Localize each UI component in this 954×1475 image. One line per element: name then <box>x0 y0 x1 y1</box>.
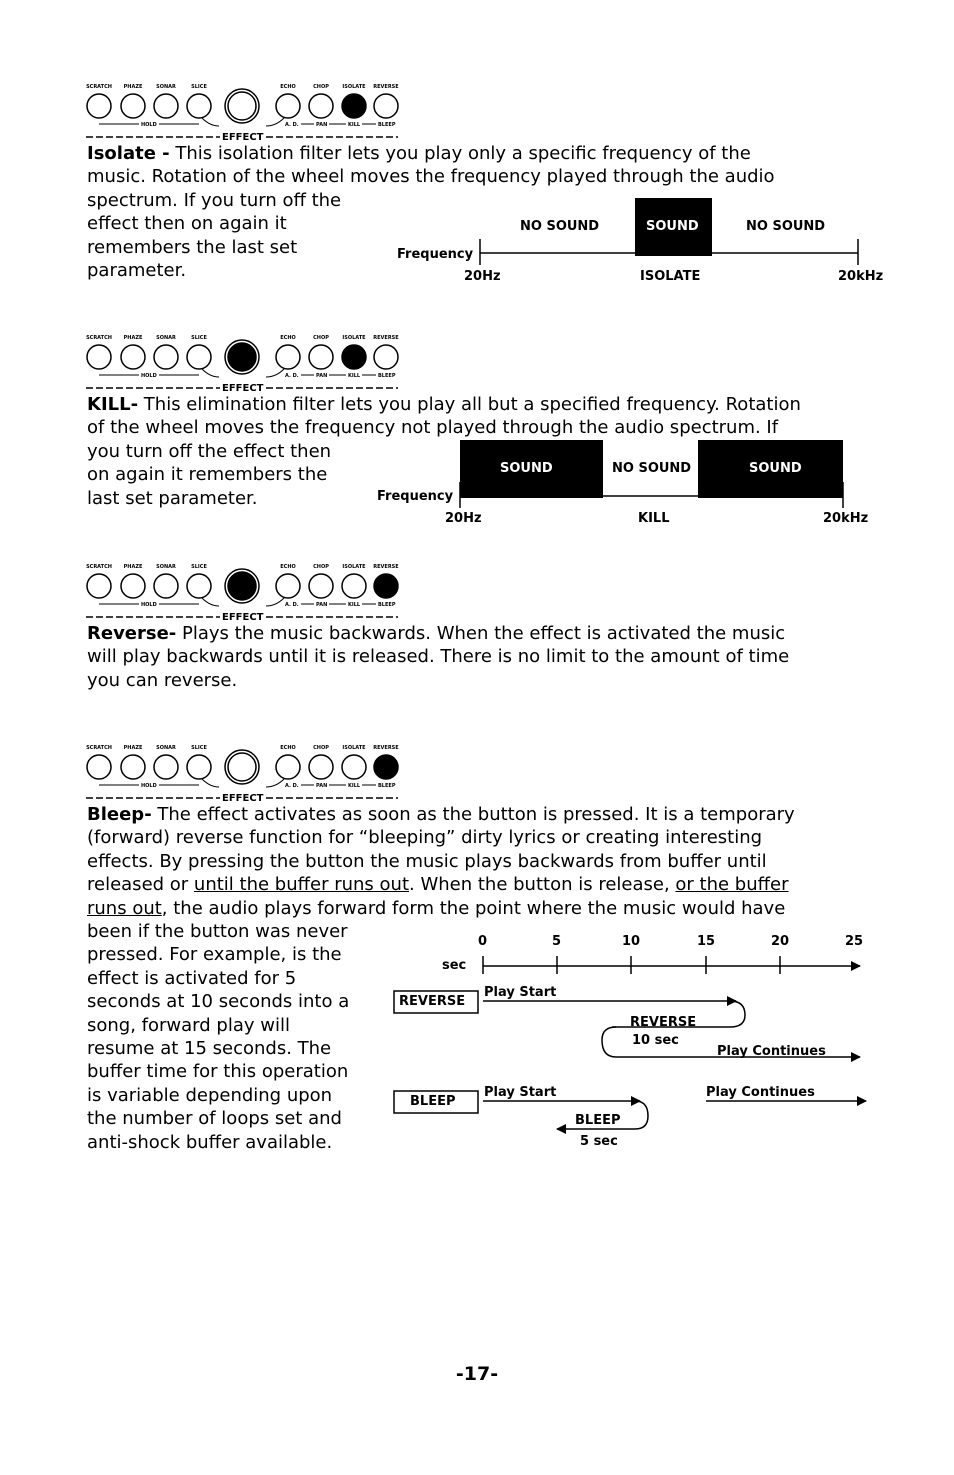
sonar-button[interactable] <box>154 94 178 118</box>
no-sound-left-label: NO SOUND <box>520 219 600 234</box>
button-label-echo: ECHO <box>280 335 296 341</box>
sub-label-ad: A. D. <box>285 373 299 379</box>
scratch-button[interactable] <box>87 94 111 118</box>
button-label-phaze: PHAZE <box>123 564 143 570</box>
tick-10: 10 <box>622 934 641 949</box>
sub-label-pan: PAN <box>316 783 328 789</box>
tick-0: 0 <box>478 934 488 949</box>
button-label-slice: SLICE <box>191 335 207 341</box>
button-label-reverse: REVERSE <box>373 335 399 341</box>
sec-label: sec <box>442 958 467 973</box>
slice-button[interactable] <box>187 574 211 598</box>
high-freq-label: 20kHz <box>838 269 884 284</box>
play-continues-1: Play Continues <box>717 1044 826 1059</box>
reverse-line-1: Plays the music backwards. When the effect is activated the music <box>176 623 786 644</box>
bleep-line-13: is variable depending upon <box>87 1084 333 1106</box>
sound-left-label: SOUND <box>500 461 553 476</box>
sonar-button[interactable] <box>154 574 178 598</box>
isolate-mid-label: ISOLATE <box>640 269 701 284</box>
five-sec-label: 5 sec <box>580 1134 618 1149</box>
chop-button[interactable] <box>309 574 333 598</box>
sonar-button[interactable] <box>154 755 178 779</box>
bleep-line-5a: runs out <box>87 897 162 919</box>
button-label-chop: CHOP <box>313 335 329 341</box>
sound-label: SOUND <box>646 219 699 234</box>
sub-label-kill: KILL <box>348 602 361 608</box>
button-label-scratch: SCRATCH <box>86 335 112 341</box>
bleep-line-4d: or the buffer <box>675 874 789 896</box>
button-label-slice: SLICE <box>191 84 207 90</box>
isolate-diagram <box>390 195 890 290</box>
sound-right-label: SOUND <box>749 461 802 476</box>
sub-label-bleep: BLEEP <box>378 602 396 608</box>
sub-label-kill: KILL <box>348 373 361 379</box>
sub-label-ad: A. D. <box>285 783 299 789</box>
sonar-button[interactable] <box>154 345 178 369</box>
reverse-box-label: REVERSE <box>399 994 466 1009</box>
chop-button[interactable] <box>309 755 333 779</box>
sub-label-bleep: BLEEP <box>378 122 396 128</box>
bleep-line-7: pressed. For example, is the <box>87 944 342 966</box>
button-label-isolate: ISOLATE <box>342 745 366 751</box>
bleep-line-14: the number of loops set and <box>87 1108 342 1130</box>
isolate-line-1: This isolation filter lets you play only a specific frequency of the <box>169 143 751 164</box>
kill-line-4: on again it remembers the <box>87 464 328 486</box>
button-label-scratch: SCRATCH <box>86 564 112 570</box>
sub-label-hold: HOLD <box>141 373 157 379</box>
isolate-button[interactable] <box>342 94 366 118</box>
play-continues-2: Play Continues <box>706 1085 815 1100</box>
reverse-button[interactable] <box>374 94 398 118</box>
button-label-sonar: SONAR <box>156 84 176 90</box>
button-label-scratch: SCRATCH <box>86 84 112 90</box>
bleep-box-label: BLEEP <box>410 1094 456 1109</box>
isolate-line-3: spectrum. If you turn off the <box>87 189 342 211</box>
reverse-button[interactable] <box>374 755 398 779</box>
button-label-phaze: PHAZE <box>123 335 143 341</box>
low-freq-label: 20Hz <box>464 269 501 284</box>
frequency-label: Frequency <box>397 247 474 262</box>
bleep-line-11: resume at 15 seconds. The <box>87 1038 332 1060</box>
isolate-line-6: parameter. <box>87 260 187 282</box>
sub-label-kill: KILL <box>348 122 361 128</box>
reverse-loop-label: REVERSE <box>630 1015 697 1030</box>
isolate-line-4: effect then on again it <box>87 213 287 235</box>
high-freq-label: 20kHz <box>823 511 869 526</box>
effect-label: EFFECT <box>222 132 264 143</box>
button-label-phaze: PHAZE <box>123 84 143 90</box>
button-label-sonar: SONAR <box>156 335 176 341</box>
bleep-line-8: effect is activated for 5 <box>87 967 297 989</box>
button-label-phaze: PHAZE <box>123 745 143 751</box>
frequency-label: Frequency <box>377 489 454 504</box>
sub-label-hold: HOLD <box>141 122 157 128</box>
button-label-isolate: ISOLATE <box>342 84 366 90</box>
low-freq-label: 20Hz <box>445 511 482 526</box>
button-label-isolate: ISOLATE <box>342 564 366 570</box>
isolate-line-5: remembers the last set <box>87 236 298 258</box>
isolate-title: Isolate - <box>87 143 170 164</box>
button-label-echo: ECHO <box>280 564 296 570</box>
button-label-chop: CHOP <box>313 745 329 751</box>
reverse-button[interactable] <box>374 345 398 369</box>
sub-label-ad: A. D. <box>285 122 299 128</box>
kill-mid-label: KILL <box>638 511 670 526</box>
phaze-button[interactable] <box>121 94 145 118</box>
effect-label: EFFECT <box>222 793 264 804</box>
sub-label-bleep: BLEEP <box>378 783 396 789</box>
tick-25: 25 <box>845 934 864 949</box>
button-label-reverse: REVERSE <box>373 84 399 90</box>
reverse-button[interactable] <box>374 574 398 598</box>
button-label-echo: ECHO <box>280 84 296 90</box>
bleep-title: Bleep- <box>87 804 152 825</box>
bleep-line-3: effects. By pressing the button the music plays backwards from buffer until <box>87 850 767 872</box>
bleep-loop-label: BLEEP <box>575 1113 621 1128</box>
scratch-button[interactable] <box>87 574 111 598</box>
echo-button[interactable] <box>276 94 300 118</box>
echo-button[interactable] <box>276 755 300 779</box>
tick-15: 15 <box>697 934 716 949</box>
button-label-slice: SLICE <box>191 564 207 570</box>
echo-button[interactable] <box>276 345 300 369</box>
bleep-line-1: The effect activates as soon as the button is pressed. It is a temporary <box>151 804 795 825</box>
kill-panel <box>84 335 404 397</box>
bleep-line-5b: , the audio plays forward form the point where the music would have <box>161 897 786 919</box>
sub-label-ad: A. D. <box>285 602 299 608</box>
button-label-scratch: SCRATCH <box>86 745 112 751</box>
slice-button[interactable] <box>187 755 211 779</box>
sub-label-pan: PAN <box>316 602 328 608</box>
kill-line-5: last set parameter. <box>87 487 258 509</box>
slice-button[interactable] <box>187 94 211 118</box>
play-start-1: Play Start <box>484 985 557 1000</box>
button-label-slice: SLICE <box>191 745 207 751</box>
kill-diagram <box>372 438 882 533</box>
isolate-button[interactable] <box>342 345 366 369</box>
button-label-chop: CHOP <box>313 564 329 570</box>
kill-title: KILL- <box>87 394 139 415</box>
reverse-paragraph <box>87 622 789 692</box>
reverse-title: Reverse- <box>87 623 177 644</box>
bleep-line-6: been if the button was never <box>87 921 348 943</box>
bleep-line-4c: . When the button is release, <box>409 874 676 896</box>
kill-line-1: This elimination filter lets you play all but a specified frequency. Rotation <box>138 394 801 415</box>
button-label-echo: ECHO <box>280 745 296 751</box>
reverse-line-3: you can reverse. <box>87 669 238 691</box>
echo-button[interactable] <box>276 574 300 598</box>
bleep-line-4a: released or <box>87 874 194 896</box>
bleep-panel <box>84 745 404 807</box>
phaze-button[interactable] <box>121 755 145 779</box>
bleep-line-15: anti-shock buffer available. <box>87 1131 333 1153</box>
kill-line-3: you turn off the effect then <box>87 440 332 462</box>
button-label-reverse: REVERSE <box>373 564 399 570</box>
isolate-button[interactable] <box>342 574 366 598</box>
button-label-sonar: SONAR <box>156 564 176 570</box>
kill-line-2: of the wheel moves the frequency not played through the audio spectrum. If <box>87 417 779 439</box>
effect-label: EFFECT <box>222 383 264 394</box>
ten-sec-label: 10 sec <box>632 1033 679 1048</box>
scratch-button[interactable] <box>87 755 111 779</box>
button-label-isolate: ISOLATE <box>342 335 366 341</box>
sub-label-pan: PAN <box>316 373 328 379</box>
bleep-line-9: seconds at 10 seconds into a <box>87 991 350 1013</box>
bleep-line-12: buffer time for this operation <box>87 1061 349 1083</box>
tick-5: 5 <box>552 934 562 949</box>
sub-label-pan: PAN <box>316 122 328 128</box>
no-sound-label: NO SOUND <box>612 461 692 476</box>
sub-label-kill: KILL <box>348 783 361 789</box>
phaze-button[interactable] <box>121 574 145 598</box>
button-label-sonar: SONAR <box>156 745 176 751</box>
button-label-reverse: REVERSE <box>373 745 399 751</box>
isolate-panel <box>84 84 404 146</box>
reverse-panel <box>84 564 404 626</box>
bleep-timing-diagram <box>390 930 880 1155</box>
play-start-2: Play Start <box>484 1085 557 1100</box>
sub-label-hold: HOLD <box>141 783 157 789</box>
no-sound-right-label: NO SOUND <box>746 219 826 234</box>
isolate-button[interactable] <box>342 755 366 779</box>
bleep-line-4b: until the buffer runs out <box>193 874 410 896</box>
sub-label-hold: HOLD <box>141 602 157 608</box>
isolate-line-2: music. Rotation of the wheel moves the frequency played through the audio <box>87 166 775 188</box>
bleep-line-2: (forward) reverse function for “bleeping” dirty lyrics or creating interesting <box>87 827 763 849</box>
tick-20: 20 <box>771 934 790 949</box>
chop-button[interactable] <box>309 94 333 118</box>
button-label-chop: CHOP <box>313 84 329 90</box>
chop-button[interactable] <box>309 345 333 369</box>
page-number: -17- <box>455 1363 499 1385</box>
sub-label-bleep: BLEEP <box>378 373 396 379</box>
effect-label: EFFECT <box>222 612 264 623</box>
slice-button[interactable] <box>187 345 211 369</box>
bleep-line-10: song, forward play will <box>87 1014 290 1036</box>
phaze-button[interactable] <box>121 345 145 369</box>
scratch-button[interactable] <box>87 345 111 369</box>
reverse-line-2: will play backwards until it is released. There is no limit to the amount of time <box>87 646 790 668</box>
